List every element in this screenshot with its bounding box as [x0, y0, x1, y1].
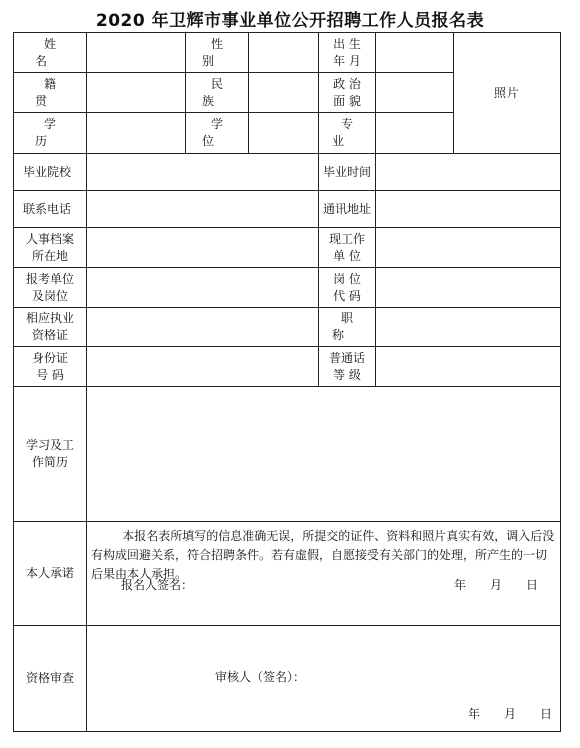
promise-cell — [87, 522, 561, 626]
field-grad-time[interactable] — [376, 154, 561, 191]
label-mandarin: 普通话 等 级 — [319, 347, 376, 387]
label-review: 资格审查 — [14, 626, 87, 732]
label-birth: 出 生 年 月 — [319, 33, 376, 73]
label-education: 学历 — [14, 113, 87, 154]
field-id-card[interactable] — [87, 347, 319, 387]
label-address: 通讯地址 — [319, 191, 376, 228]
promise-text: 本报名表所填写的信息准确无误，所提交的证件、资料和照片真实有效，调入后没有构成回避关系，符合招聘条件。若有虚假，自愿接受有关部门的处理，所产生的一切后果由本人承担。 — [91, 529, 555, 581]
field-degree[interactable] — [249, 113, 319, 154]
row-contact — [14, 191, 561, 228]
field-school[interactable] — [87, 154, 319, 191]
promise-date: 年 月 日 — [453, 578, 538, 592]
review-cell — [87, 626, 561, 732]
row-archive — [14, 228, 561, 268]
registration-form-table — [13, 32, 561, 732]
photo-cell[interactable] — [454, 33, 561, 154]
field-name[interactable] — [87, 33, 186, 73]
label-apply-unit: 报考单位 及岗位 — [14, 268, 87, 308]
review-date: 年 月 日 — [467, 707, 552, 721]
label-native: 籍贯 — [14, 73, 87, 113]
form-title: 2020 年卫辉市事业单位公开招聘工作人员报名表 — [95, 11, 485, 31]
label-school: 毕业院校 — [14, 154, 87, 191]
label-major: 专业 — [319, 113, 376, 154]
field-political[interactable] — [376, 73, 454, 113]
label-degree: 学位 — [186, 113, 249, 154]
label-gender: 性别 — [186, 33, 249, 73]
row-promise — [14, 522, 561, 626]
field-birth[interactable] — [376, 33, 454, 73]
label-post-code: 岗 位 代 码 — [319, 268, 376, 308]
field-cert[interactable] — [87, 308, 319, 347]
label-title-rank: 职称 — [319, 308, 376, 347]
field-archive[interactable] — [87, 228, 319, 268]
label-grad-time: 毕业时间 — [319, 154, 376, 191]
label-id-card: 身份证 号 码 — [14, 347, 87, 387]
field-phone[interactable] — [87, 191, 319, 228]
row-resume — [14, 387, 561, 522]
review-signature-label: 审核人（签名）： — [215, 670, 306, 684]
field-ethnic[interactable] — [249, 73, 319, 113]
field-mandarin[interactable] — [376, 347, 561, 387]
field-gender[interactable] — [249, 33, 319, 73]
label-ethnic: 民族 — [186, 73, 249, 113]
row-review — [14, 626, 561, 732]
label-political: 政 治 面 貌 — [319, 73, 376, 113]
label-promise: 本人承诺 — [14, 522, 87, 626]
label-cert: 相应执业 资格证 — [14, 308, 87, 347]
field-major[interactable] — [376, 113, 454, 154]
field-title-rank[interactable] — [376, 308, 561, 347]
field-address[interactable] — [376, 191, 561, 228]
row-school — [14, 154, 561, 191]
field-current-unit[interactable] — [376, 228, 561, 268]
field-resume[interactable] — [87, 387, 561, 522]
label-resume: 学习及工 作简历 — [14, 387, 87, 522]
field-post-code[interactable] — [376, 268, 561, 308]
row-id — [14, 347, 561, 387]
label-name: 姓名 — [14, 33, 87, 73]
row-cert — [14, 308, 561, 347]
field-apply-unit[interactable] — [87, 268, 319, 308]
label-current-unit: 现工作 单 位 — [319, 228, 376, 268]
row-apply — [14, 268, 561, 308]
field-native[interactable] — [87, 73, 186, 113]
row-basic-1 — [14, 33, 561, 73]
field-education[interactable] — [87, 113, 186, 154]
promise-signature-label: 报名人签名： — [121, 578, 194, 592]
photo-label: 照片 — [493, 85, 520, 100]
label-phone: 联系电话 — [14, 191, 87, 228]
label-archive: 人事档案 所在地 — [14, 228, 87, 268]
